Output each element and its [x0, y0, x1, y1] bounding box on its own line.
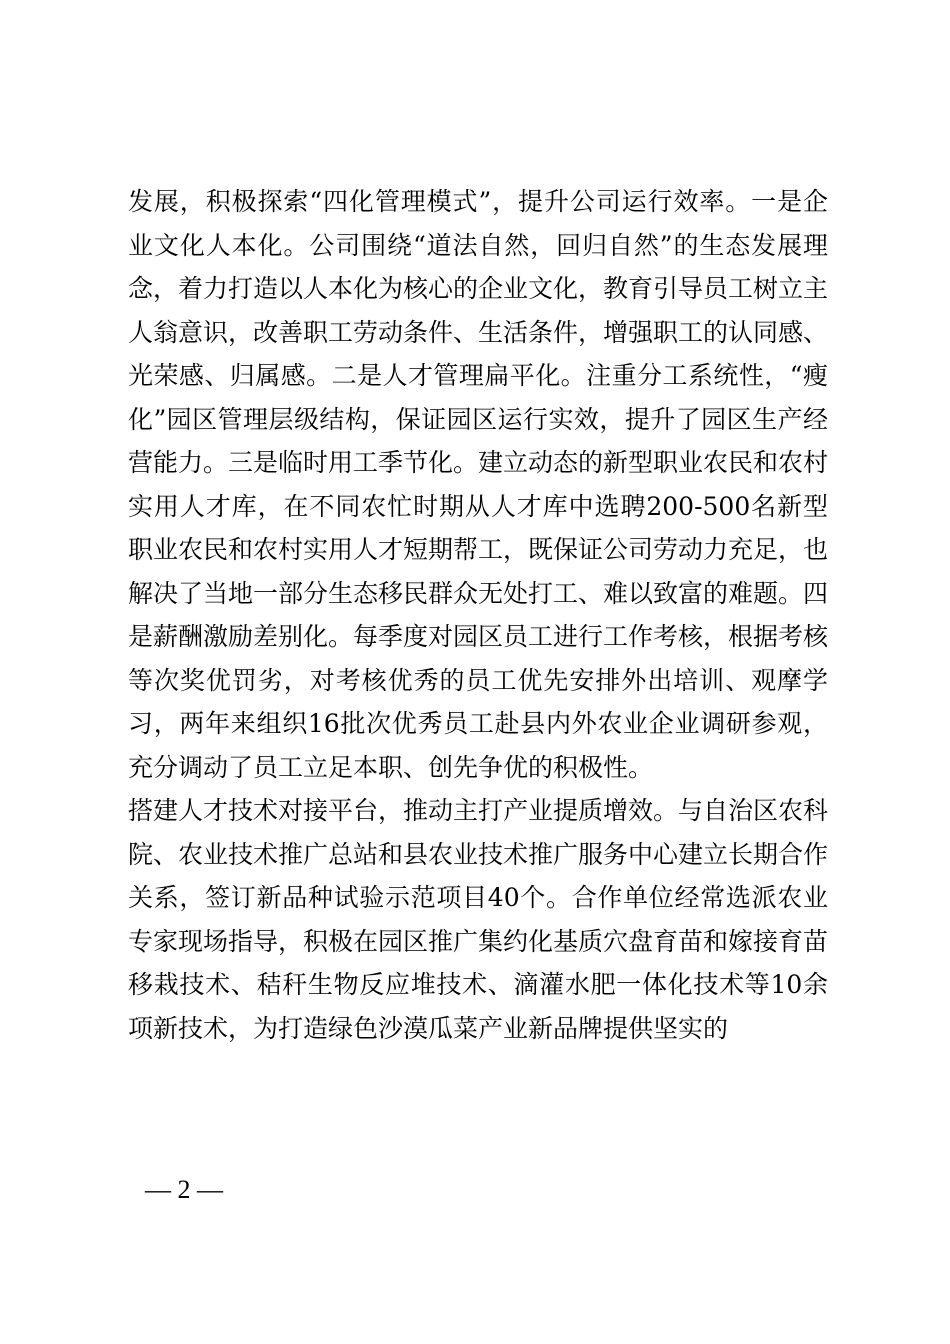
body-text [128, 180, 828, 1050]
page-number: — 2 — [145, 1175, 223, 1204]
paragraph-2: 搭建人才技术对接平台，推动主打产业提质增效。与自治区农科院、农业技术推广总站和县农业技术推广服务中心建立长期合作关系，签订新品种试验示范项目40个。合作单位经常选派农业专家现场指导，积极在园区推广集约化基质穴盘育苗和嫁接育苗移栽技术、秸秆生物反应堆技术、滴灌水肥一体化技术等10余项新技术，为打造绿色沙漠瓜菜产业新品牌提供坚实的 [128, 796, 829, 1043]
paragraph-1: 发展，积极探索“四化管理模式”，提升公司运行效率。一是企业文化人本化。公司围绕“道法自然，回归自然”的生态发展理念，着力打造以人本化为核心的企业文化，教育引导员工树立主人翁意识，改善职工劳动条件、生活条件，增强职工的认同感、光荣感、归属感。二是人才管理扁平化。注重分工系统性，“瘦化”园区管理层级结构，保证园区运行实效，提升了园区生产经营能力。三是临时用工季节化。建立动态的新型职业农民和农村实用人才库，在不同农忙时期从人才库中选聘200-500名新型职业农民和农村实用人才短期帮工，既保证公司劳动力充足，也解决了当地一部分生态移民群众无处打工、难以致富的难题。四是薪酬激励差别化。每季度对园区员工进行工作考核，根据考核等次奖优罚劣，对考核优秀的员工优先安排外出培训、观摩学习，两年来组织16批次优秀员工赴县内外农业企业调研参观，充分调动了员工立足本职、创先争优的积极性。 [128, 187, 829, 782]
